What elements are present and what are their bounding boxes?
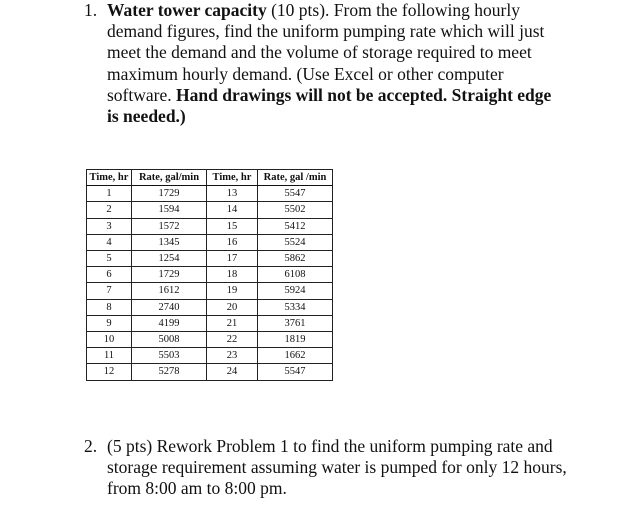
table-row bbox=[87, 202, 333, 218]
table-cell: 22 bbox=[207, 332, 258, 348]
table-cell: 1594 bbox=[132, 202, 207, 218]
table-cell: 1729 bbox=[132, 267, 207, 283]
problem-2-text: (5 pts) Rework Problem 1 to find the uniform pumping rate and storage requirement assuming water is pumped for only 12 hours, from 8:00 am to 8:00 pm. bbox=[107, 436, 567, 499]
table-cell: 13 bbox=[207, 186, 258, 202]
table-row bbox=[87, 186, 333, 202]
table-cell: 7 bbox=[87, 283, 132, 299]
table-header-row bbox=[87, 170, 333, 186]
table-cell: 5 bbox=[87, 251, 132, 267]
table-cell: 5502 bbox=[258, 202, 333, 218]
table-row bbox=[87, 299, 333, 315]
header-rate-1: Rate, gal/min bbox=[132, 170, 207, 186]
table-cell: 5862 bbox=[258, 251, 333, 267]
table-row bbox=[87, 218, 333, 234]
table-body bbox=[87, 186, 333, 380]
table-cell: 24 bbox=[207, 364, 258, 380]
header-time-2: Time, hr bbox=[207, 170, 258, 186]
table-cell: 20 bbox=[207, 299, 258, 315]
table-cell: 23 bbox=[207, 348, 258, 364]
table-cell: 18 bbox=[207, 267, 258, 283]
table-cell: 5503 bbox=[132, 348, 207, 364]
table-cell: 10 bbox=[87, 332, 132, 348]
table-row bbox=[87, 234, 333, 250]
table-cell: 6108 bbox=[258, 267, 333, 283]
table-cell: 2 bbox=[87, 202, 132, 218]
table-cell: 9 bbox=[87, 315, 132, 331]
problem-2 bbox=[84, 436, 604, 500]
problem-1-text: (10 pts). From the following hourly demand figures, find the uniform pumping rate which will just meet the demand and the volume of storage required to meet maximum hourly demand. (Use Excel or other computer software. bbox=[107, 0, 545, 105]
table-cell: 1345 bbox=[132, 234, 207, 250]
problem-1-title: Water tower capacity bbox=[107, 0, 267, 20]
table-cell: 1662 bbox=[258, 348, 333, 364]
table-row bbox=[87, 315, 333, 331]
table-cell: 16 bbox=[207, 234, 258, 250]
table-cell: 1254 bbox=[132, 251, 207, 267]
table-row bbox=[87, 267, 333, 283]
problem-1-number: 1. bbox=[84, 0, 98, 20]
table-cell: 5524 bbox=[258, 234, 333, 250]
header-time-1: Time, hr bbox=[87, 170, 132, 186]
table-cell: 5334 bbox=[258, 299, 333, 315]
table-cell: 5278 bbox=[132, 364, 207, 380]
table-cell: 5924 bbox=[258, 283, 333, 299]
table-cell: 2740 bbox=[132, 299, 207, 315]
table-cell: 5412 bbox=[258, 218, 333, 234]
table-cell: 8 bbox=[87, 299, 132, 315]
table-row bbox=[87, 332, 333, 348]
table-cell: 12 bbox=[87, 364, 132, 380]
table-cell: 5547 bbox=[258, 364, 333, 380]
table-cell: 15 bbox=[207, 218, 258, 234]
table-cell: 6 bbox=[87, 267, 132, 283]
table-cell: 4 bbox=[87, 234, 132, 250]
problem-1 bbox=[84, 0, 564, 127]
hourly-demand-table bbox=[86, 169, 333, 381]
table-cell: 3 bbox=[87, 218, 132, 234]
table-cell: 17 bbox=[207, 251, 258, 267]
table-cell: 1572 bbox=[132, 218, 207, 234]
table-row bbox=[87, 348, 333, 364]
table-cell: 19 bbox=[207, 283, 258, 299]
table-cell: 4199 bbox=[132, 315, 207, 331]
table-cell: 11 bbox=[87, 348, 132, 364]
problem-1-emphasis: Hand drawings will not be accepted. Straight edge is needed.) bbox=[107, 84, 552, 127]
table-cell: 1729 bbox=[132, 186, 207, 202]
problem-2-number: 2. bbox=[84, 436, 98, 456]
table-cell: 1819 bbox=[258, 332, 333, 348]
table-cell: 1 bbox=[87, 186, 132, 202]
table-cell: 14 bbox=[207, 202, 258, 218]
table-cell: 5547 bbox=[258, 186, 333, 202]
table-cell: 5008 bbox=[132, 332, 207, 348]
table-row bbox=[87, 364, 333, 380]
table-cell: 21 bbox=[207, 315, 258, 331]
header-rate-2: Rate, gal /min bbox=[258, 170, 333, 186]
problem-1-body bbox=[107, 0, 564, 127]
table-row bbox=[87, 283, 333, 299]
table-cell: 1612 bbox=[132, 283, 207, 299]
table-cell: 3761 bbox=[258, 315, 333, 331]
table-row bbox=[87, 251, 333, 267]
